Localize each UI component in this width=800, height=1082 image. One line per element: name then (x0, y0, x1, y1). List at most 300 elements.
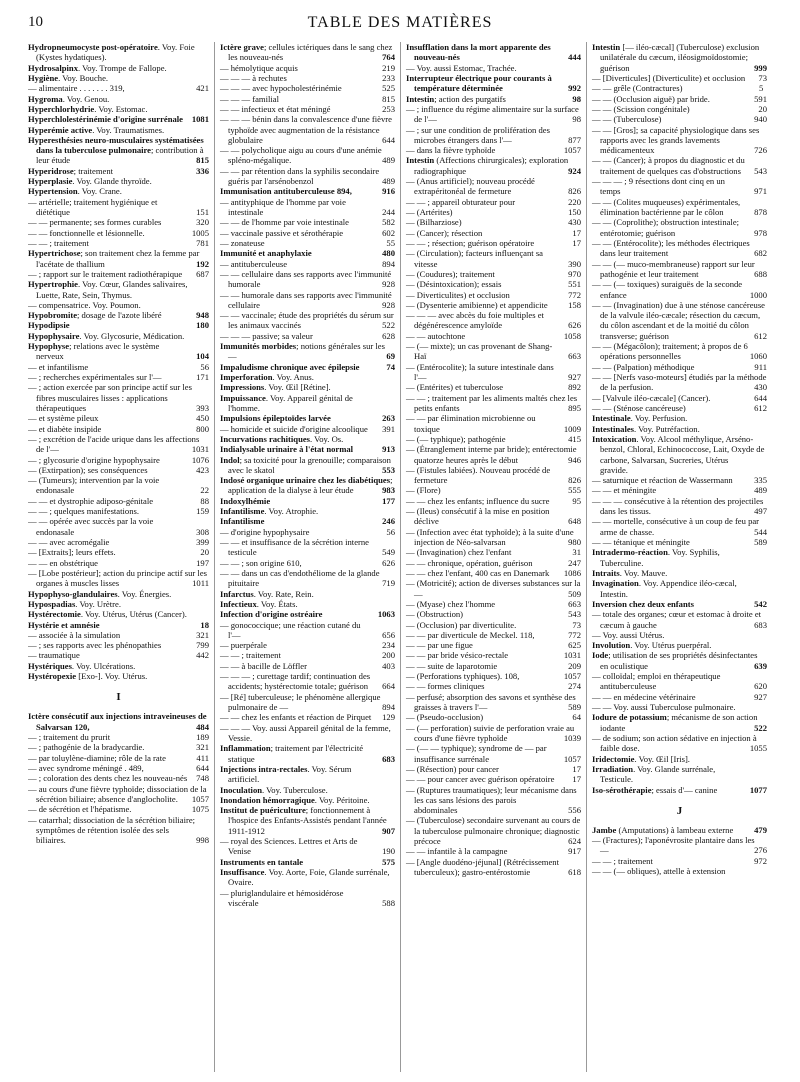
entry-text: — (Motricité); action de diverses substances sur la — (406, 578, 581, 599)
index-entry (406, 94, 581, 104)
entry-text: — — (Occlusion aiguë) par bride. (592, 93, 710, 104)
entry-page-number: 423 (196, 464, 209, 475)
entry-page-number: 626 (568, 320, 581, 331)
entry-text: — [Extraits]; leurs effets. (28, 547, 116, 558)
entry-text: Irradiation. Voy. Glande surrénale, Testicule. (592, 763, 716, 785)
index-entry (592, 733, 767, 754)
index-entry (592, 547, 767, 568)
entry-text: — — avec acromégalie (28, 537, 110, 547)
index-entry (406, 362, 581, 383)
entry-text: Indosé organique urinaire chez les diabétiques; application de la dialyse à leur étude (220, 475, 393, 496)
index-entry (28, 465, 209, 475)
entry-page-number: 683 (382, 753, 395, 764)
index-entry (592, 702, 767, 712)
index-entry (406, 712, 581, 722)
entry-text: — (Dysenterie amibienne) et appendicite (406, 299, 548, 310)
entry-page-number: 274 (568, 681, 581, 692)
index-entry (592, 712, 767, 733)
entry-text: Hypertension. Voy. Crane. (28, 186, 122, 197)
entry-page-number: 980 (568, 537, 581, 547)
entry-text: — — (Palpation) méthodique (592, 361, 695, 372)
entry-page-number: 878 (754, 207, 767, 217)
index-entry (406, 197, 581, 207)
index-entry (220, 444, 395, 454)
entry-page-number: 663 (568, 351, 581, 362)
index-entry (592, 424, 767, 434)
entry-text: — — à bacille de Löffler (220, 660, 307, 671)
entry-page-number: 772 (568, 289, 581, 300)
entry-text: Immunisation antituberculeuse 894, (220, 186, 352, 197)
index-entry (406, 290, 581, 300)
entry-page-number: 430 (754, 382, 767, 393)
entry-text: Intestin; action des purgatifs (406, 93, 506, 104)
index-entry (220, 393, 395, 414)
entry-text: Infection d'origine ostréaire (220, 609, 323, 620)
entry-text: — — (Coprolithe); obstruction intestinale; entérotomie; guérison (592, 217, 740, 238)
index-entry (28, 475, 209, 496)
index-entry (592, 835, 767, 856)
index-entry (220, 413, 395, 423)
entry-page-number: 18 (200, 619, 209, 630)
entry-text: Jambe (Amputations) à lambeau externe (592, 824, 734, 835)
entry-page-number: 1057 (191, 793, 209, 804)
index-entry (592, 279, 767, 300)
index-entry (406, 310, 581, 331)
entry-page-number: 336 (196, 165, 209, 176)
index-entry (592, 238, 767, 259)
entry-text: — — mortelle, consécutive à un coup de feu par arme de chasse. (592, 516, 760, 537)
entry-text: Intestin (Affections chirurgicales); exploration radiographique (406, 155, 569, 176)
entry-text: — ; rapport sur le traitement radiothérapique (28, 268, 183, 279)
entry-page-number: 263 (382, 413, 395, 424)
entry-text: — (Extirpation); ses conséquences (28, 464, 148, 475)
index-entry (28, 73, 209, 83)
entry-page-number: 542 (754, 598, 767, 609)
entry-text: Inondation hémorragique. Voy. Péritoine. (220, 794, 370, 805)
entry-text: — — — passive; sa valeur (220, 330, 313, 341)
index-entry (406, 506, 581, 527)
entry-text: Hyperidrose; traitement (28, 165, 114, 176)
index-entry (28, 114, 209, 124)
index-entry (220, 83, 395, 93)
entry-text: — et système pileux (28, 413, 99, 424)
entry-text: — ; traitement du prurit (28, 732, 111, 742)
entry-page-number: 800 (196, 423, 209, 434)
entry-text: — (Infection avec état typhoïde); à la suite d'une injection de Néo-salvarsan (406, 526, 574, 547)
entry-page-number: 403 (382, 660, 395, 671)
entry-text: — — ; appareil obturateur pour (406, 196, 516, 207)
entry-page-number: 913 (382, 444, 395, 455)
entry-text: — zonateuse (220, 237, 265, 248)
entry-page-number: 999 (754, 62, 767, 73)
entry-page-number: 972 (754, 855, 767, 866)
entry-page-number: 1057 (563, 753, 581, 764)
index-entry (592, 537, 767, 547)
entry-page-number: 589 (568, 702, 581, 712)
entry-text: — ; recherches expérimentales sur l'— (28, 372, 162, 382)
index-entry (220, 145, 395, 166)
index-entry (28, 784, 209, 805)
entry-page-number: 1077 (749, 784, 767, 795)
index-entry (406, 578, 581, 599)
index-entry (220, 290, 395, 311)
entry-text: Intestinale. Voy. Perfusion. (592, 413, 688, 424)
index-entry (220, 331, 395, 341)
entry-text: — — ; traitement par les aliments maltés chez les petits enfants (406, 392, 578, 413)
index-entry (28, 362, 209, 372)
index-entry (592, 362, 767, 372)
entry-text: — — — bénin dans la convalescence d'une fièvre typhoïde avec augmentation de la résistance globulaire (220, 114, 392, 145)
index-entry (220, 362, 395, 372)
entry-text: — antityphique de l'homme par voie intestinale (220, 196, 346, 217)
entry-page-number: 612 (754, 402, 767, 413)
index-entry (28, 609, 209, 619)
entry-text: — puerpérale (220, 640, 268, 651)
entry-text: — — vaccinale; étude des propriétés du sérum sur les animaux vaccinés (220, 310, 394, 331)
index-entry (28, 331, 209, 341)
index-entry (28, 455, 209, 465)
index-entry (220, 310, 395, 331)
entry-text: — homicide et suicide d'origine alcoolique (220, 423, 368, 434)
index-entry (220, 341, 395, 362)
entry-page-number: 233 (382, 72, 395, 83)
entry-text: — — par rétention dans la syphilis secondaire guéris par l'arsénobenzol (220, 165, 380, 187)
entry-text: — — chez l'enfant, 400 cas en Danemark (406, 567, 550, 578)
entry-text: — — par une figue (406, 640, 473, 651)
index-entry (406, 764, 581, 774)
index-entry (220, 434, 395, 444)
entry-page-number: 917 (568, 846, 581, 857)
entry-text: — — — ; curettage tardif; continuation des accidents; hystérectomie totale; guérison (220, 671, 371, 692)
entry-text: — antituberculeuse (220, 258, 288, 269)
entry-text: — (Tuberculose) secondaire survenant au cours de la tuberculose pulmonaire chronique; diagnostic précoce (406, 815, 581, 847)
entry-text: — — — Voy. aussi Appareil génital de la femme, Vessie. (220, 722, 391, 743)
entry-text: Incurvations rachitiques. Voy. Os. (220, 433, 344, 444)
entry-text: Iode; utilisation de ses propriétés désinfectantes en oculistique (592, 650, 758, 671)
entry-text: — — ; résection; guérison opératoire (406, 237, 535, 248)
index-entry (406, 279, 581, 289)
entry-page-number: 625 (568, 640, 581, 651)
entry-page-number: 444 (568, 52, 581, 63)
entry-text: — — (Sténose cancéreuse) (592, 402, 686, 413)
entry-page-number: 927 (568, 372, 581, 382)
entry-text: — [Valvule iléo-cæcale] (Cancer). (592, 392, 711, 403)
entry-text: — colloïdal; emploi en thérapeutique antituberculeuse (592, 671, 721, 692)
index-entry (406, 630, 581, 640)
index-column-3 (400, 42, 586, 1072)
index-entry (220, 795, 395, 805)
entry-page-number: 234 (382, 640, 395, 651)
index-entry (406, 496, 581, 506)
entry-page-number: 1057 (563, 671, 581, 682)
entry-text: — pluriglandulaire et hémosidérose viscérale (220, 887, 344, 908)
entry-page-number: 74 (386, 361, 395, 372)
entry-page-number: 104 (196, 351, 209, 362)
entry-text: — Voy. aussi Estomac, Trachée. (406, 62, 517, 73)
entry-page-number: 940 (754, 114, 767, 125)
entry-page-number: 253 (382, 103, 395, 114)
entry-page-number: 393 (196, 402, 209, 413)
entry-text: — — — familial (220, 93, 279, 104)
index-entry (220, 836, 395, 857)
entry-page-number: 189 (196, 732, 209, 742)
entry-page-number: 799 (196, 640, 209, 651)
entry-text: Intestin [— iléo-cæcal] (Tuberculose) exclusion unilatérale du cæcum, iléosigmoïdostomie; guérison (592, 42, 760, 73)
entry-text: Impuissance. Voy. Appareil génital de l'homme. (220, 392, 353, 413)
entry-page-number: 591 (754, 93, 767, 104)
index-entry (406, 331, 581, 341)
index-entry (28, 83, 209, 93)
index-entry (28, 434, 209, 455)
index-entry (592, 341, 767, 362)
entry-text: Hypophyse; relations avec le système nerveux (28, 341, 160, 362)
index-column-2 (214, 42, 400, 1072)
entry-page-number: 151 (196, 207, 209, 217)
index-entry (28, 228, 209, 238)
entry-text: — (Invagination) chez l'enfant (406, 547, 512, 558)
entry-text: Hyperchlorhydrie. Voy. Estomac. (28, 103, 148, 114)
entry-text: — — (Mégacôlon); traitement; à propos de 6 opérations personnelles (592, 341, 748, 362)
entry-page-number: 525 (382, 83, 395, 94)
entry-text: — (Désintoxication); essais (406, 279, 502, 290)
entry-page-number: 1081 (191, 114, 209, 125)
entry-text: — (Pseudo-occlusion) (406, 712, 484, 723)
entry-text: — (Entérites) et tuberculose (406, 382, 504, 393)
entry-text: — — par diverticule de Meckel. 118, (406, 629, 535, 640)
entry-text: Immunité et anaphylaxie (220, 248, 312, 259)
entry-page-number: 522 (382, 320, 395, 331)
entry-page-number: 556 (568, 805, 581, 816)
entry-text: Imperforation. Voy. Anus. (220, 372, 314, 382)
index-entry (220, 609, 395, 619)
entry-text: Inversion chez deux enfants (592, 598, 694, 609)
index-entry (406, 857, 581, 878)
entry-text: — [Diverticules] (Diverticulite) et occlusion (592, 72, 746, 83)
entry-page-number: 826 (568, 475, 581, 486)
index-entry (220, 867, 395, 888)
entry-page-number: 17 (572, 227, 581, 238)
entry-page-number: 588 (382, 897, 395, 908)
index-entry (220, 42, 395, 63)
entry-text: — (— mixte); un cas provenant de Shang-Haï (406, 341, 553, 362)
entry-text: — (Coudures); traitement (406, 268, 495, 279)
index-entry (220, 424, 395, 434)
entry-text: — Voy. aussi Utérus. (592, 629, 665, 640)
entry-page-number: 489 (382, 155, 395, 166)
entry-text: — (Occlusion) par diverticulite. (406, 619, 517, 630)
entry-text: Hystérectomie. Voy. Utérus, Utérus (Cancer). (28, 609, 187, 620)
entry-page-number: 970 (568, 268, 581, 279)
entry-text: — (— typhique); pathogénie (406, 433, 506, 444)
entry-text: — — [Gros]; sa capacité physiologique dans ses rapports avec les grands lavements médicamenteux (592, 124, 760, 156)
entry-page-number: 971 (754, 186, 767, 197)
entry-page-number: 190 (382, 846, 395, 857)
index-entry (28, 547, 209, 557)
entry-text: — (Obstruction) (406, 609, 464, 620)
entry-page-number: 1031 (563, 650, 581, 661)
entry-page-number: 1011 (192, 578, 209, 589)
index-entry (406, 599, 581, 609)
entry-page-number: 626 (382, 557, 395, 568)
index-entry (406, 42, 581, 63)
index-entry (28, 599, 209, 609)
entry-text: — — ; quelques manifestations. (28, 506, 139, 517)
index-entry (220, 372, 395, 382)
index-entry (592, 516, 767, 537)
entry-text: Ictère grave; cellules ictériques dans le sang chez les nouveau-nés (220, 42, 393, 63)
entry-page-number: 948 (196, 310, 209, 321)
entry-page-number: 663 (568, 598, 581, 609)
entry-text: — — [Nerfs vaso-moteurs] étudiés par la méthode de la perfusion. (592, 372, 767, 393)
index-entry (220, 269, 395, 290)
entry-page-number: 64 (572, 712, 581, 723)
entry-page-number: 781 (196, 237, 209, 248)
entry-text: — Diverticulites) et occlusion (406, 289, 510, 300)
index-entry (406, 176, 581, 197)
entry-page-number: 555 (568, 485, 581, 496)
index-entry (220, 94, 395, 104)
index-entry (220, 671, 395, 692)
index-entry (28, 537, 209, 547)
index-entry (28, 217, 209, 227)
entry-text: — — en médecine vétérinaire (592, 691, 696, 702)
entry-page-number: 391 (382, 423, 395, 434)
entry-text: — perfusé; absorption des savons et synthèse des graisses à travers l'— (406, 691, 576, 712)
entry-text: — alimentaire . . . . . . . 319, (28, 83, 125, 94)
entry-text: — saturnique et réaction de Wassermann (592, 475, 733, 486)
entry-page-number: 98 (572, 114, 581, 125)
index-entry (220, 63, 395, 73)
entry-page-number: 1000 (749, 289, 767, 300)
entry-text: — (Bilharziose) (406, 217, 462, 228)
index-entry (592, 630, 767, 640)
entry-page-number: 321 (196, 742, 209, 753)
entry-page-number: 911 (754, 361, 767, 372)
entry-page-number: 575 (382, 856, 395, 867)
entry-page-number: 399 (196, 537, 209, 547)
index-entry (406, 650, 581, 660)
index-entry (28, 506, 209, 516)
index-entry (592, 413, 767, 423)
entry-text: Iso-sérothérapie; essais d'— canine (592, 784, 718, 795)
index-entry (406, 692, 581, 713)
entry-text: — ; action exercée par son principe actif sur les fibres musculaires lisses : applications thérapeutiques (28, 382, 192, 413)
entry-text: Impressions. Voy. Œil [Rétine]. (220, 382, 331, 393)
entry-page-number: 664 (382, 681, 395, 692)
entry-page-number: 180 (196, 320, 209, 331)
entry-text: — — suite de laparotomie (406, 660, 498, 671)
index-entry (28, 742, 209, 752)
entry-page-number: 484 (196, 721, 209, 732)
entry-text: Hypertrichose; son traitement chez la femme par l'acétate de thallium (28, 248, 200, 269)
index-entry (28, 661, 209, 671)
entry-page-number: 247 (568, 557, 581, 568)
index-entry (592, 785, 767, 795)
index-entry (592, 568, 767, 578)
entry-page-number: 624 (568, 836, 581, 847)
entry-text: — vaccinale passive et sérothérapie (220, 227, 344, 238)
index-entry (28, 773, 209, 783)
entry-text: — — (Invagination) due à une sténose cancéreuse de la valvule iléo-cæcale; résection du cæcum, du côlon ascendant et de la moitié du côlon transverse; guérison (592, 299, 765, 341)
entry-text: — — et méningite (592, 485, 657, 496)
running-title: TABLE DES MATIÈRES (307, 14, 493, 31)
entry-page-number: 177 (382, 495, 395, 506)
entry-text: Instruments en tantale (220, 856, 304, 867)
index-entry (592, 692, 767, 702)
entry-page-number: 489 (382, 176, 395, 187)
entry-text: — — (— obliques), attelle à extension (592, 866, 726, 877)
entry-text: Indialysable urinaire à l'état normal (220, 444, 354, 455)
entry-text: — avec syndrome méningé . 489, (28, 762, 144, 773)
index-entry (592, 825, 767, 835)
entry-text: — de sodium; son action sédative en injection à faible dose. (592, 732, 757, 754)
entry-text: — — en obstétrique (28, 557, 98, 568)
entry-page-number: 726 (754, 145, 767, 156)
index-entry (406, 269, 581, 279)
entry-text: — hémolytique acquis (220, 62, 298, 73)
entry-page-number: 1075 (191, 804, 209, 815)
index-entry (406, 671, 581, 681)
index-entry (592, 155, 767, 176)
entry-text: — ; coloration des dents chez les nouveau-nés (28, 773, 188, 784)
index-entry (220, 785, 395, 795)
index-entry (28, 732, 209, 742)
index-entry (406, 815, 581, 846)
index-entry (28, 558, 209, 568)
entry-page-number: 69 (386, 351, 395, 362)
index-entry (28, 711, 209, 732)
entry-page-number: 683 (754, 619, 767, 630)
entry-page-number: 244 (382, 207, 395, 217)
index-entry (220, 506, 395, 516)
entry-text: — [Ré] tuberculeuse; le phénomène allergique pulmonaire de — (220, 691, 381, 712)
entry-text: — — chez les enfants; influence du sucre (406, 495, 550, 506)
index-entry (406, 63, 581, 73)
entry-text: — — (Scission congénitale) (592, 103, 690, 114)
entry-page-number: 639 (754, 660, 767, 671)
entry-page-number: 73 (758, 72, 767, 83)
entry-page-number: 764 (382, 52, 395, 63)
index-entry (592, 217, 767, 238)
entry-page-number: 907 (382, 825, 395, 836)
entry-text: — — (Tuberculose) (592, 114, 662, 125)
entry-text: — par toluylène-diamine; rôle de la rate (28, 752, 166, 763)
index-entry (592, 485, 767, 495)
entry-page-number: 200 (382, 650, 395, 661)
entry-text: — — infectieux et état méningé (220, 103, 331, 114)
page-number: 10 (28, 14, 43, 30)
index-entry (406, 774, 581, 784)
index-entry (28, 63, 209, 73)
entry-page-number: 648 (568, 516, 581, 527)
index-entry (406, 661, 581, 671)
entry-page-number: 55 (386, 237, 395, 248)
entry-page-number: 1086 (563, 567, 581, 578)
entry-page-number: 688 (754, 268, 767, 279)
entry-text: — [Angle duodéno-jéjunal] (Rétrécissement tuberculeux); gastro-entérostomie (406, 856, 559, 877)
entry-text: — totale des organes; cœur et estomac à droite et cæcum à gauche (592, 609, 762, 630)
index-entry (220, 238, 395, 248)
entry-text: — — ; son origine 610, (220, 557, 302, 568)
entry-page-number: 442 (196, 650, 209, 661)
index-entry (28, 382, 209, 413)
index-entry (406, 620, 581, 630)
entry-text: — — grêle (Contractures) (592, 83, 683, 94)
entry-text: — (Fistules labiées). Nouveau procédé de fermeture (406, 464, 551, 486)
entry-page-number: 489 (754, 485, 767, 496)
index-entry (220, 516, 395, 526)
index-entry (220, 217, 395, 227)
